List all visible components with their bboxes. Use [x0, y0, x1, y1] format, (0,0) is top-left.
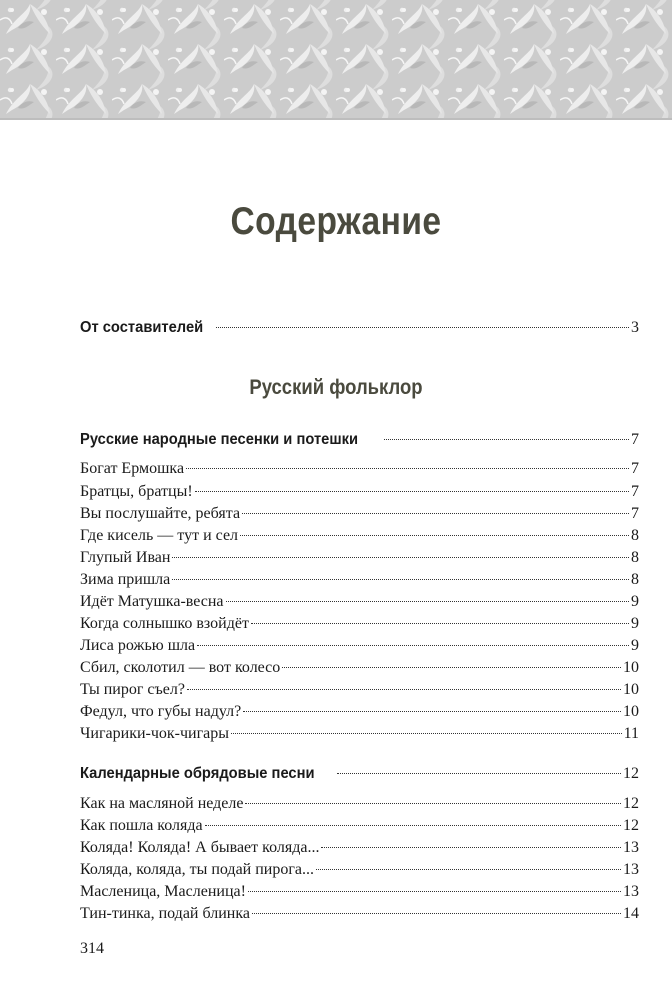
toc-entry-page: 10	[623, 703, 639, 720]
toc-entry-label: Коляда! Коляда! А бывает коляда...	[80, 839, 320, 856]
toc-entry[interactable]	[80, 613, 639, 635]
toc-entry[interactable]	[80, 679, 639, 701]
toc-entry-page: 12	[623, 795, 639, 812]
toc-entry-label: Календарные обрядовые песни	[80, 765, 315, 782]
toc-entry[interactable]	[80, 903, 639, 925]
leader-dots	[242, 513, 629, 514]
section-title: Русский фольклор	[249, 376, 423, 399]
toc-entry[interactable]	[80, 723, 639, 745]
leader-dots	[384, 439, 629, 440]
toc-entry[interactable]	[80, 815, 639, 837]
toc-entry-label: Лиса рожью шла	[80, 637, 196, 654]
toc-entry-page: 7	[631, 505, 639, 522]
leader-dots	[216, 327, 629, 328]
leader-dots	[186, 468, 629, 469]
toc-entry-label: Сбил, сколотил — вот колесо	[80, 659, 281, 676]
leader-dots	[172, 579, 629, 580]
toc-entry-label: Братцы, братцы!	[80, 483, 193, 500]
leader-dots	[245, 803, 621, 804]
toc-entry-page: 13	[623, 861, 639, 878]
page-title: Содержание	[230, 200, 442, 243]
toc-entry-label: Федул, что губы надул?	[80, 703, 242, 720]
leader-dots	[337, 773, 621, 774]
toc-entry[interactable]	[80, 503, 639, 525]
toc-entry-page: 10	[623, 681, 639, 698]
toc-entry-page: 3	[631, 319, 639, 336]
toc-entry[interactable]	[80, 701, 639, 723]
toc-entry-label: Когда солнышко взойдёт	[80, 615, 249, 632]
toc-entry-page: 12	[623, 817, 639, 834]
leader-dots	[195, 491, 629, 492]
toc-entry[interactable]	[80, 591, 639, 613]
toc-entry-label: Богат Ермошка	[80, 460, 185, 477]
toc-entry[interactable]	[80, 881, 639, 903]
toc-entry-page: 10	[623, 659, 639, 676]
toc-entry-page: 8	[631, 527, 639, 544]
toc-entry[interactable]	[80, 458, 639, 480]
toc-entry-label: Как на масляной неделе	[80, 795, 244, 812]
leader-dots	[251, 623, 629, 624]
toc-entry-label: Глупый Иван	[80, 549, 171, 566]
toc-entry[interactable]	[80, 837, 639, 859]
toc-entry-page: 9	[631, 637, 639, 654]
toc-entry-page: 11	[623, 725, 639, 742]
toc-entry-label: Масленица, Масленица!	[80, 883, 246, 900]
toc-entry-page: 7	[631, 431, 639, 448]
toc-group-heading[interactable]	[80, 763, 639, 785]
leader-dots	[243, 711, 621, 712]
leader-dots	[252, 913, 621, 914]
leader-dots	[231, 733, 622, 734]
toc-entry-label: Коляда, коляда, ты подай пирога...	[80, 861, 315, 878]
toc-entry[interactable]	[80, 859, 639, 881]
toc-entry-label: Зима пришла	[80, 571, 171, 588]
toc-entry-label: Русские народные песенки и потешки	[80, 431, 359, 448]
leader-dots	[205, 825, 621, 826]
leader-dots	[248, 891, 621, 892]
toc-entry-page: 13	[623, 839, 639, 856]
toc-entry-label: Ты пирог съел?	[80, 681, 185, 698]
leader-dots	[226, 601, 630, 602]
leader-dots	[172, 557, 629, 558]
toc-entry[interactable]	[80, 635, 639, 657]
toc-entry-label: Вы послушайте, ребята	[80, 505, 241, 522]
toc-entry-page: 8	[631, 571, 639, 588]
toc-entry[interactable]	[80, 793, 639, 815]
toc-entry-page: 7	[631, 483, 639, 500]
toc-entry-label: От составителей	[80, 319, 204, 336]
toc-entry-label: Как пошла коляда	[80, 817, 203, 834]
toc-entry-page: 9	[631, 593, 639, 610]
toc-entry[interactable]	[80, 657, 639, 679]
leader-dots	[197, 645, 629, 646]
toc-entry[interactable]	[80, 569, 639, 591]
leader-dots	[321, 847, 621, 848]
toc-entry-page: 9	[631, 615, 639, 632]
toc-entry-label: Идёт Матушка-весна	[80, 593, 224, 610]
toc-entry-page: 13	[623, 883, 639, 900]
decorative-header-ornament	[0, 0, 672, 118]
toc-group-heading[interactable]	[80, 429, 639, 451]
toc-entry-page: 8	[631, 549, 639, 566]
toc-entry-page: 7	[631, 460, 639, 477]
toc-entry-label: Тин-тинка, подай блинка	[80, 905, 250, 922]
toc-entry[interactable]	[80, 525, 639, 547]
ornament-divider	[0, 118, 672, 120]
leader-dots	[316, 869, 621, 870]
toc-entry-intro[interactable]	[80, 317, 639, 339]
leader-dots	[187, 689, 621, 690]
toc-entry-label: Где кисель — тут и сел	[80, 527, 239, 544]
toc-entry-page: 12	[623, 765, 639, 782]
toc-entry[interactable]	[80, 481, 639, 503]
leader-dots	[282, 667, 621, 668]
leader-dots	[240, 535, 629, 536]
page-number: 314	[80, 940, 104, 957]
toc-entry[interactable]	[80, 547, 639, 569]
toc-entry-label: Чигарики-чок-чигары	[80, 725, 230, 742]
toc-entry-page: 14	[623, 905, 639, 922]
